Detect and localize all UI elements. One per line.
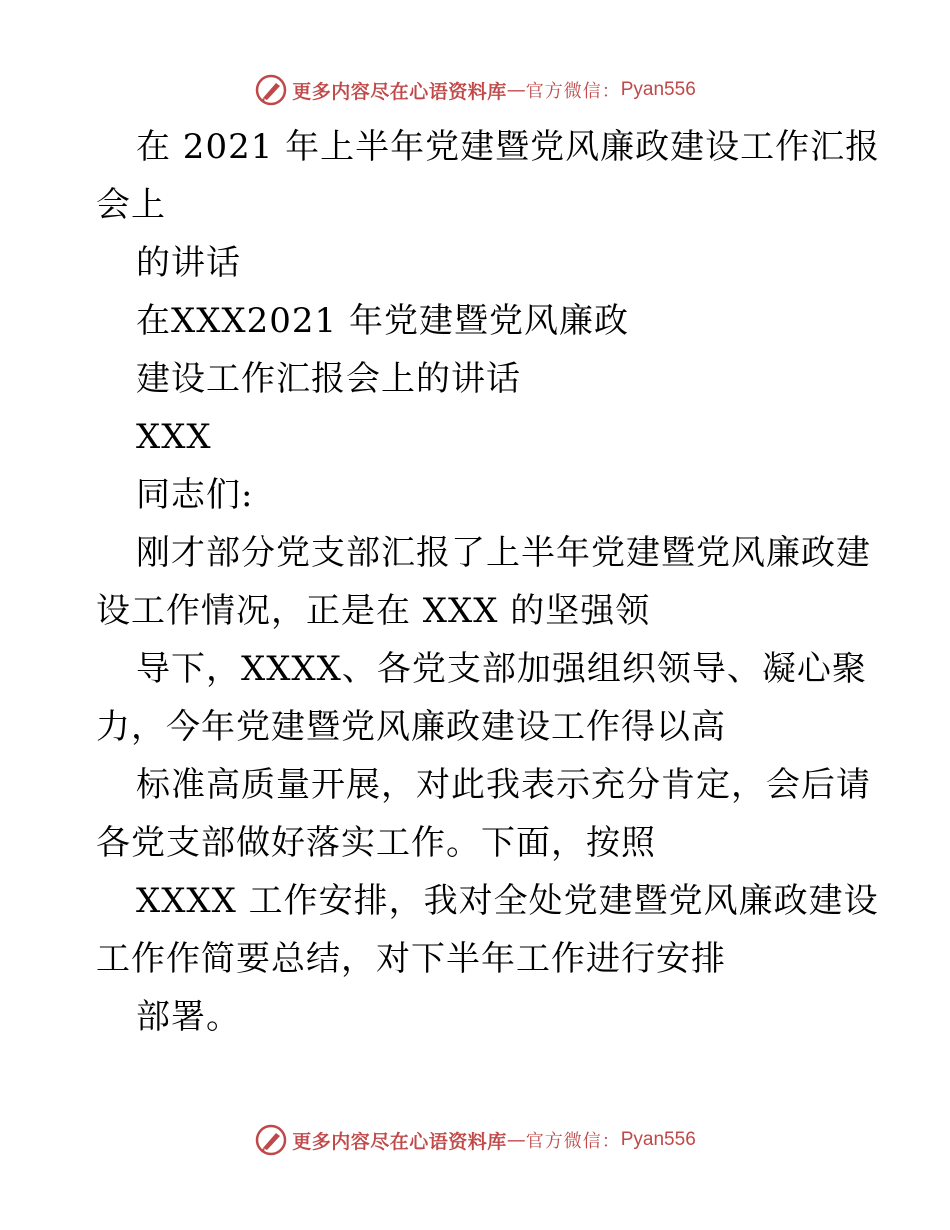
text-line: 建设工作汇报会上的讲话 — [136, 359, 521, 399]
watermark-separator: — — [506, 79, 526, 101]
watermark-text: 更多内容尽在心语资料库 — [292, 1130, 507, 1153]
watermark-wechat-label: 官方微信： — [525, 1131, 621, 1152]
text-line: 工作作简要总结，对下半年工作进行安排 — [96, 939, 726, 979]
text-line: XXXX 工作安排，我对全处党建暨党风廉政建设 — [136, 881, 879, 921]
text-line: 刚才部分党支部汇报了上半年党建暨党风廉政建 — [136, 533, 871, 573]
header-watermark — [0, 70, 950, 110]
text-line: 会上 — [96, 185, 166, 225]
watermark-separator: — — [506, 1129, 526, 1151]
text-line: 在XXX2021 年党建暨党风廉政 — [136, 301, 629, 341]
pen-logo-icon — [254, 1123, 288, 1157]
text-line: 设工作情况，正是在 XXX 的坚强领 — [96, 591, 651, 631]
author-line: XXX — [136, 417, 212, 457]
text-line: 导下，XXXX、各党支部加强组织领导、凝心聚 — [136, 649, 867, 689]
text-line: 部署。 — [136, 997, 241, 1037]
pen-logo-icon — [254, 73, 288, 107]
text-line: 标准高质量开展，对此我表示充分肯定，会后请 — [136, 765, 871, 805]
watermark-wechat-id: Pyan556 — [620, 79, 696, 100]
text-line: 在 2021 年上半年党建暨党风廉政建设工作汇报 — [136, 127, 881, 167]
watermark-wechat-id: Pyan556 — [620, 1129, 696, 1150]
text-line: 各党支部做好落实工作。下面，按照 — [96, 823, 656, 863]
watermark-text: 更多内容尽在心语资料库 — [292, 80, 507, 103]
text-line: 的讲话 — [136, 243, 241, 283]
footer-watermark — [0, 1120, 950, 1160]
watermark-wechat-label: 官方微信： — [525, 81, 621, 102]
text-line: 力，今年党建暨党风廉政建设工作得以高 — [96, 707, 726, 747]
salutation-line: 同志们: — [136, 475, 254, 515]
